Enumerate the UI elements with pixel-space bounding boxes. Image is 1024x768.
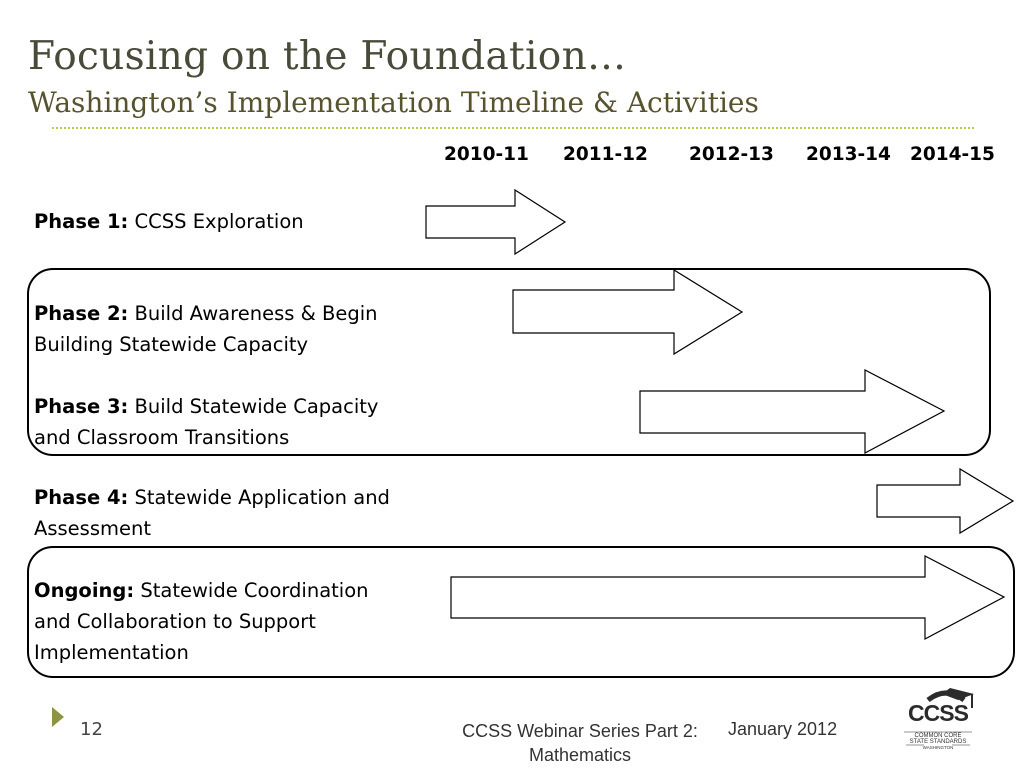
- phase-4-arrow: [877, 469, 1013, 533]
- ccss-logo: [898, 688, 978, 748]
- phase-2-heading: Phase 2:: [34, 302, 129, 325]
- year-2010-11: 2010-11: [444, 144, 529, 165]
- logo-sub-2: STATE STANDARDS: [909, 739, 967, 745]
- phase-2-text-line-2: Building Statewide Capacity: [34, 333, 309, 356]
- footer-triangle-icon: [52, 707, 64, 727]
- year-2014-15: 2014-15: [910, 144, 995, 165]
- phase-4-heading: Phase 4:: [34, 486, 129, 509]
- phase-4-text-line-2: Assessment: [34, 517, 151, 540]
- footer-date: January 2012: [728, 719, 838, 739]
- logo-sub-3: WASHINGTON: [922, 745, 954, 750]
- logo-text: CCSS: [908, 700, 968, 726]
- ongoing-label: [34, 575, 369, 668]
- phase-2-text-line-1: Build Awareness & Begin: [134, 302, 378, 325]
- footer-series-line-1: CCSS Webinar Series Part 2:: [462, 721, 698, 741]
- phase-3-label: [34, 391, 378, 453]
- phase-3-heading: Phase 3:: [34, 395, 129, 418]
- phase-1-text: CCSS Exploration: [134, 210, 304, 233]
- slide-title: Focusing on the Foundation…: [28, 34, 627, 79]
- phase-4-label: [34, 482, 390, 544]
- slide-subtitle: Washington’s Implementation Timeline & Activities: [28, 86, 759, 119]
- title-divider: [52, 127, 974, 129]
- year-2011-12: 2011-12: [563, 144, 648, 165]
- phase-3-text-line-2: and Classroom Transitions: [34, 426, 290, 449]
- ongoing-text-line-1: Statewide Coordination: [140, 579, 369, 602]
- year-2012-13: 2012-13: [689, 144, 774, 165]
- phase-4-text-line-1: Statewide Application and: [134, 486, 390, 509]
- ongoing-text-line-3: Implementation: [34, 641, 189, 664]
- logo-sub-1: COMMON CORE: [914, 733, 962, 739]
- year-2013-14: 2013-14: [806, 144, 891, 165]
- phase-3-text-line-1: Build Statewide Capacity: [134, 395, 379, 418]
- phase-1-arrow: [426, 190, 565, 254]
- phase-1-heading: Phase 1:: [34, 210, 129, 233]
- footer-series-line-2: Mathematics: [528, 745, 632, 765]
- ongoing-heading: Ongoing:: [34, 579, 135, 602]
- ongoing-text-line-2: and Collaboration to Support: [34, 610, 316, 633]
- phase-1-label: [34, 206, 304, 237]
- footer-series: [440, 719, 720, 767]
- phase-2-label: [34, 298, 378, 360]
- page-number: 12: [80, 719, 103, 740]
